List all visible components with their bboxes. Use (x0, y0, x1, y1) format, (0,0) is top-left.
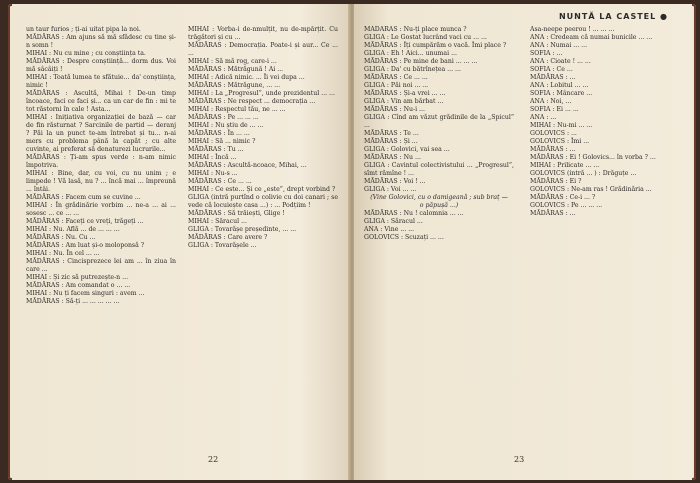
dialogue-line: GLIGA : Da' cu bătrînețea ... ... (364, 66, 461, 73)
dialogue-line: ANA : Noi, ... (530, 98, 572, 105)
dialogue-line: MĂDĂRAS : Facem cum se cuvine ... (26, 194, 141, 201)
dialogue-line: MIHAI : Bine, dar, cu voi, cu nu unim ; e limpede ! Vă lasă, nu ? ... încă mai ... împreună ... întâi. (26, 170, 176, 193)
dialogue-line: GLIGA : Păi noi ... ... (364, 82, 429, 89)
dialogue-line: MĂDĂRAS : Nu ! calomnia ... ... (364, 210, 464, 217)
dialogue-line: MĂDĂRAS : Ascultă-ncoace, Mihai, ... (188, 162, 307, 169)
dialogue-line: GLIGA : Săracul ... (364, 218, 423, 225)
dialogue-line: MĂDĂRAS : Tu ... (188, 146, 244, 153)
dialogue-line: MĂDĂRAS : Cincisprezece lei am ... în ziua în care ... (26, 258, 176, 273)
dialogue-line: MIHAI : În grădinărie vorbim ... ne-a ... ai ... sosesc ... ce ... ... (26, 202, 176, 217)
dialogue-line: Asa-neepe peerou ! ... ... ... (530, 26, 615, 33)
dialogue-line: MIHAI : Încă ... (188, 154, 237, 161)
left-page-column-2 (188, 26, 338, 446)
dialogue-line: MĂDĂRAS : Ei ! Golovics... în vorba ? ... (530, 154, 656, 161)
right-page-number: 23 (514, 455, 525, 464)
dialogue-line: SOFIA : Ei ... ... (530, 106, 579, 113)
dialogue-line: MIHAI : Și zic să putrezește-n ... (26, 274, 129, 281)
dialogue-line: un taur furios ; ți-ai uitat pipa la noi. (26, 26, 141, 33)
dialogue-line: GLIGA : Cavintul colectivistului ... „Progresul”, sîmt rămîne ! ... (364, 162, 514, 177)
dialogue-line: MIHAI : Adică nimic. ... Îi vei dupa ... (188, 74, 305, 81)
dialogue-line: MĂDĂRAS : Voi ! ... (364, 178, 426, 185)
right-page-column-2 (530, 26, 680, 446)
right-page (354, 4, 692, 480)
dialogue-line: MĂDĂRAS : Ce-i ... ? (530, 194, 596, 201)
dialogue-line: MĂDĂRAS : În ... ... (188, 130, 250, 137)
dialogue-line: MĂDĂRAS : Să-ți ... ... ... ... ... (26, 298, 120, 305)
dialogue-line: MIHAI : Să ... nimic ? (188, 138, 256, 145)
book-spread (8, 4, 696, 480)
dialogue-line: MIHAI : Ce este... Și ce „este”, drept vorbind ? (188, 186, 336, 193)
dialogue-line: GLIGA : Cînd am văzut grădinile de la „Spicul” ... (364, 114, 514, 129)
dialogue-line: MĂDĂRAS : Ce ... ... (364, 74, 428, 81)
running-head: NUNTĂ LA CASTEL ● (558, 12, 668, 21)
dialogue-line: MĂDĂRAS : ... (530, 74, 576, 81)
dialogue-line: MĂDĂRAS : Și-a vrei ... ... (364, 90, 446, 97)
dialogue-line: MĂDĂRAS : Nu-ți place munca ? (364, 26, 467, 33)
dialogue-line: GOLOVICS : ... (530, 130, 577, 137)
dialogue-line: (Vine Golovici, cu o damigeană ; sub braț — o păpușă ...) (370, 194, 508, 209)
dialogue-line: GLIGA : Le Gostat lucrând vaci cu ... ... (364, 34, 487, 41)
left-page (12, 4, 352, 480)
dialogue-line: MĂDĂRAS : Am comandat o ... ... (26, 282, 131, 289)
dialogue-line: ANA : Credeam că numai bunicile ... ... (530, 34, 653, 41)
dialogue-line: MĂDĂRAS : Mătrăgună ! Ai ... (188, 66, 284, 73)
dialogue-line: MIHAI : La „Progresul”, unde prezidentul ... ... (188, 90, 335, 97)
dialogue-line: MIHAI : Vorba-i de-nmulțit, nu de-mpărțit. Cu trăgători și cu ... (188, 26, 338, 41)
dialogue-line: MĂDĂRAS : Și ... (364, 138, 418, 145)
dialogue-line: MĂDĂRAS : Mătrăgune, ... ... (188, 82, 281, 89)
dialogue-line: GLIGA : Golovici, vai sea ... (364, 146, 450, 153)
dialogue-line: MĂDĂRAS : ... (530, 210, 576, 217)
dialogue-line: GLIGA : Tovarășe președinte, ... ... (188, 226, 297, 233)
dialogue-line: MĂDĂRAS : Pe mine de bani ... ... ... (364, 58, 478, 65)
dialogue-line: MIHAI : Inițiativa organizației de bază — car de fin răsturnat ? Sarcinile de partid — deranj ? Păi la un punct te-am întrebat și tu... n-ai mers cu problema până la capăt ; cu alte cuvinte, ai preferat să denaturezi lucrurile... (26, 114, 176, 153)
dialogue-line: MIHAI : Nu-mi ... ... (530, 122, 593, 129)
dialogue-line: GOLOVICS (intră ... ) : Drăguțe ... (530, 170, 637, 177)
left-page-number: 22 (208, 455, 219, 464)
dialogue-line: MĂDĂRAS : Am ajuns să mă sfădesc cu tine și-n somn ! (26, 34, 176, 49)
dialogue-line: MĂDĂRAS : Ce ... ... (188, 178, 252, 185)
dialogue-line: GLIGA : Tovarășele ... (188, 242, 257, 249)
dialogue-line: SOFIA : Mâncare ... (530, 90, 593, 97)
dialogue-line: MIHAI : Săracul ... (188, 218, 247, 225)
dialogue-line: MĂDĂRAS : Pe ... ... ... (188, 114, 259, 121)
dialogue-line: MĂDĂRAS : Ne respect ... democrația ... (188, 98, 316, 105)
right-page-column-1 (364, 26, 514, 446)
dialogue-line: GOLOVICS : Scuzați ... ... (364, 234, 444, 241)
dialogue-line: MIHAI : Prilicate ... ... (530, 162, 600, 169)
dialogue-line: MĂDĂRAS : Nu. Cu ... (26, 234, 96, 241)
dialogue-line: MIHAI : Respectul tău, ne ... ... (188, 106, 286, 113)
dialogue-line: GOLOVICS : Pe ... ... ... (530, 202, 603, 209)
dialogue-line: ANA : Lobitul ... ... (530, 82, 589, 89)
dialogue-line: MĂDĂRAS : Te ... (364, 130, 419, 137)
dialogue-line: GLIGA : Vin am bărbat ... (364, 98, 444, 105)
dialogue-line: MIHAI : Să mă rog, care-i ... (188, 58, 277, 65)
dialogue-line: GLIGA : Eh ! Aici... unumai ... (364, 50, 457, 57)
dialogue-line: ANA : Vine ... ... (364, 226, 415, 233)
dialogue-line: MĂDĂRAS : Nu ... (364, 154, 421, 161)
dialogue-line: ANA : Cioate ! ... ... (530, 58, 591, 65)
left-page-column-1 (26, 26, 176, 446)
dialogue-line: MIHAI : Nu. În cel ... ... (26, 250, 100, 257)
dialogue-line: MĂDĂRAS : Nu-i ... (364, 106, 425, 113)
dialogue-line: MĂDĂRAS : ... (530, 146, 576, 153)
dialogue-line: MĂDĂRAS : Să trăiești, Glige ! (188, 210, 285, 217)
dialogue-line: MIHAI : Nu cu mine ; cu conștiința ta. (26, 50, 146, 57)
dialogue-line: ANA : ... (530, 114, 557, 121)
dialogue-line: MIHAI : Nu-s ... (188, 170, 238, 177)
dialogue-line: GOLOVICS : Îmi ... (530, 138, 590, 145)
dialogue-line: GOLOVICS : Ne-am ras ! Grădinăria ... (530, 186, 652, 193)
dialogue-line: MĂDĂRAS : Ei ? (530, 178, 582, 185)
dialogue-line: MIHAI : Toată lumea te sfătuie... da' conștiința, nimic ! (26, 74, 176, 89)
dialogue-line: SOFIA : Ce ... (530, 66, 573, 73)
dialogue-line: GLIGA (intră purtînd o colivie cu doi canari ; se vede că locuiește casa ...) : ... Podțiim ! (188, 194, 338, 209)
dialogue-line: MĂDĂRAS : Despre conștiință... dorm dus. Voi mă sâcâiți ! (26, 58, 176, 73)
dialogue-line: MĂDĂRAS : Care avere ? (188, 234, 268, 241)
dialogue-line: MIHAI : Nu. Află ... de ... ... ... (26, 226, 120, 233)
dialogue-line: GLIGA : Voi ... ... (364, 186, 417, 193)
dialogue-line: MĂDĂRAS : Am luat și-o moloponsă ? (26, 242, 145, 249)
dialogue-line: ANA : Numai ... ... (530, 42, 588, 49)
dialogue-line: MĂDĂRAS : Faceți ce vreți, trăgeți ... (26, 218, 144, 225)
dialogue-line: MIHAI : Nu știu de ... ... (188, 122, 264, 129)
dialogue-line: MĂDĂRAS : Democrația. Poate-i și aur... Ce ... ... (188, 42, 338, 57)
dialogue-line: SOFIA : ... (530, 50, 563, 57)
dialogue-line: MIHAI : Nu ți facem singuri : avem ... (26, 290, 145, 297)
dialogue-line: MĂDĂRAS : Ascultă, Mihai ! De-un timp încoace, faci ce faci și... ca un car de fin : mi te tot răstorni în cale ! Asta... (26, 90, 176, 113)
dialogue-line: MĂDĂRAS : Îți cumpărăm o vacă. Îmi place ? (364, 42, 507, 49)
dialogue-line: MĂDĂRAS : Ți-am spus verde : n-am nimic împotriva. (26, 154, 176, 169)
